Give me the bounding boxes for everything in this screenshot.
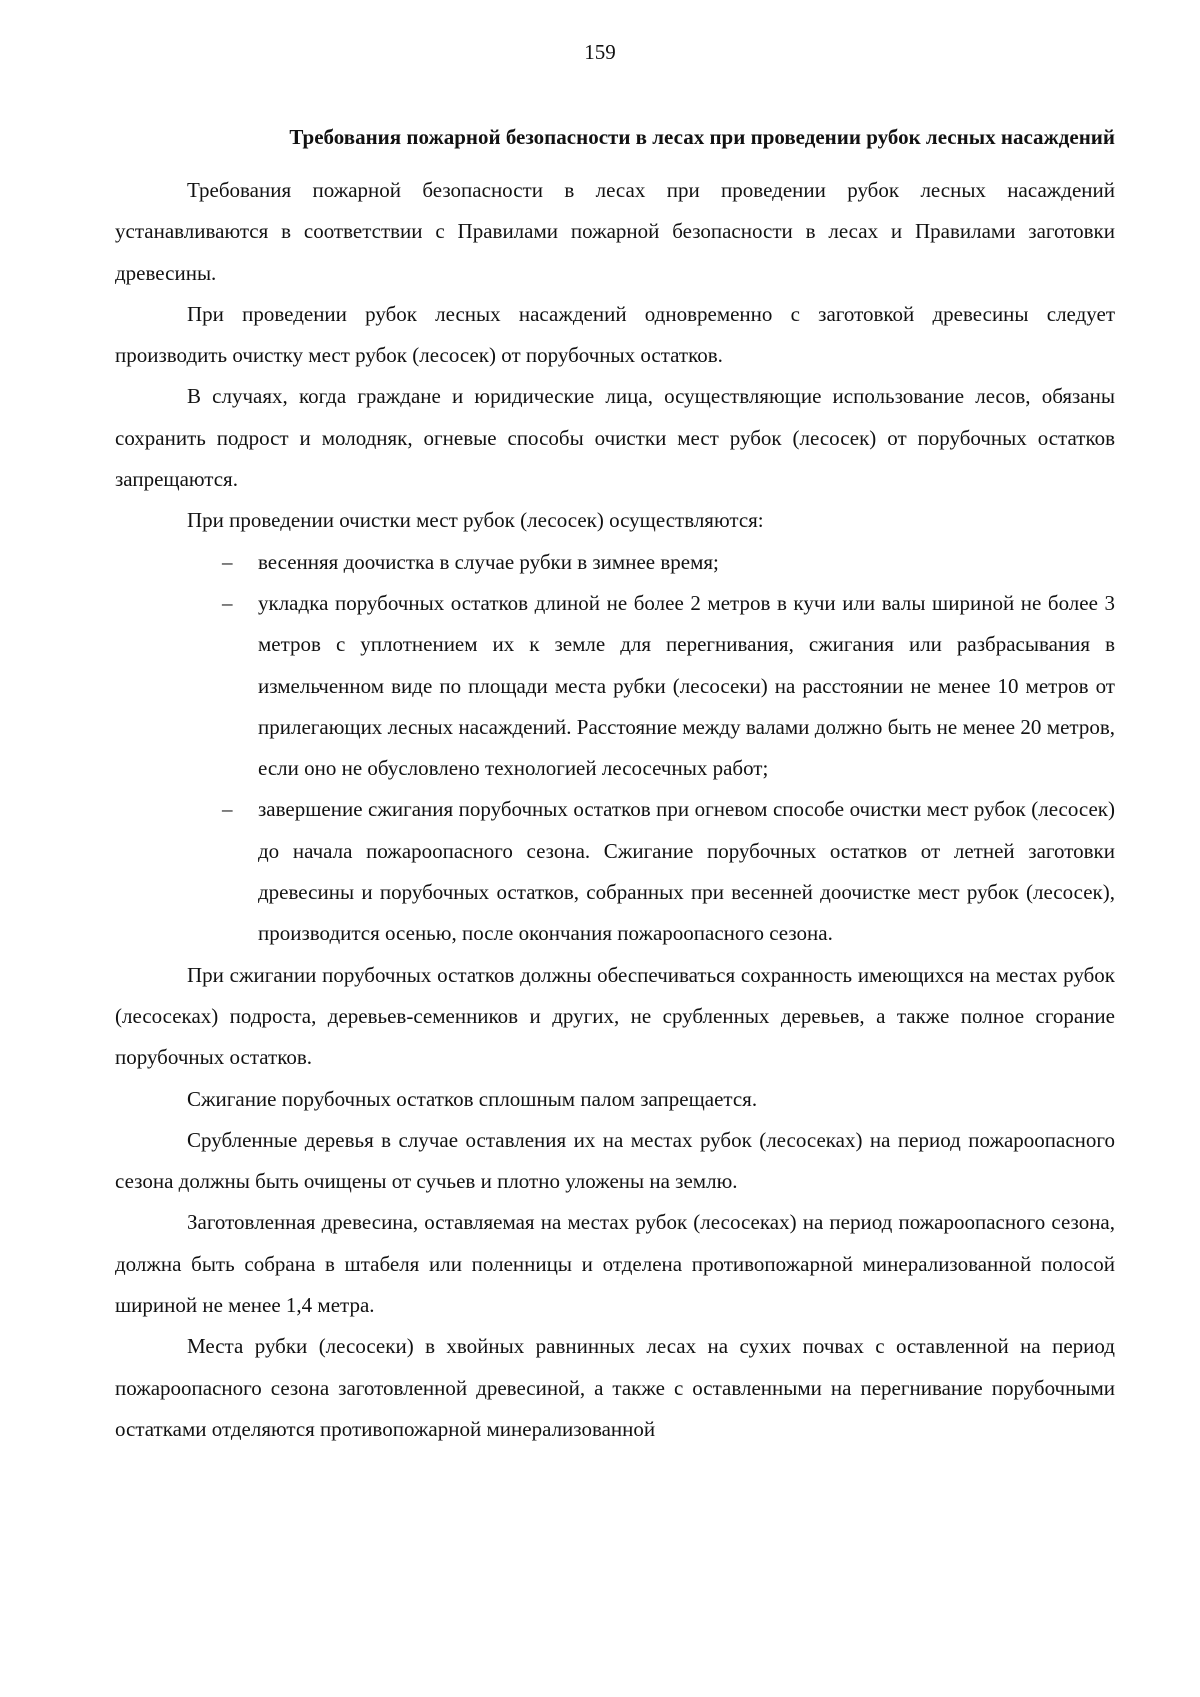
- list-item: [115, 789, 1115, 954]
- section-heading: Требования пожарной безопасности в лесах при проведении рубок лесных насаждений: [289, 125, 1115, 149]
- paragraph: При сжигании порубочных остатков должны обеспечиваться сохранность имеющихся на местах рубок (лесосеках) подроста, деревьев-семенников и других, не срубленных деревьев, а также полное сгорание порубочных остатков.: [115, 962, 1115, 1070]
- paragraph: Места рубки (лесосеки) в хвойных равнинных лесах на сухих почвах с оставленной на период пожароопасного сезона заготовленной древесиной, а также с оставленными на перегнивание порубочными остатками отделяются противопожарной минерализованной: [115, 1334, 1115, 1441]
- list-item: [115, 542, 1115, 583]
- page-number: 159: [584, 40, 616, 64]
- paragraph: При проведении рубок лесных насаждений одновременно с заготовкой древесины следует производить очистку мест рубок (лесосек) от порубочных остатков.: [115, 301, 1115, 368]
- paragraph: Требования пожарной безопасности в лесах при проведении рубок лесных насаждений устанавливаются в соответствии с Правилами пожарной безопасности в лесах и Правилами заготовки древесины.: [115, 178, 1115, 285]
- list-item-text: весенняя доочистка в случае рубки в зимнее время;: [258, 549, 719, 574]
- document-body: [115, 122, 1115, 1450]
- paragraph: Заготовленная древесина, оставляемая на местах рубок (лесосеках) на период пожароопасного сезона, должна быть собрана в штабеля или поленницы и отделена противопожарной минерализованной полосой шириной не менее 1,4 метра.: [115, 1210, 1115, 1318]
- paragraph: Сжигание порубочных остатков сплошным палом запрещается.: [187, 1086, 758, 1111]
- dash-bullet-icon: –: [222, 797, 233, 822]
- paragraph: Срубленные деревья в случае оставления их на местах рубок (лесосеках) на период пожароопасного сезона должны быть очищены от сучьев и плотно уложены на землю.: [115, 1127, 1115, 1194]
- list-item: [115, 583, 1115, 789]
- dash-list: [115, 542, 1115, 955]
- list-item-text: укладка порубочных остатков длиной не более 2 метров в кучи или валы шириной не более 3 метров с уплотнением их к земле для перегнивания, сжигания или разбрасывания в измельченном виде по площади места рубки (лесосеки) на расстоянии не менее 10 метров от прилегающих лесных насаждений. Расстояние между валами должно быть не менее 20 метров, если оно не обусловлено технологией лесосечных работ;: [258, 590, 1115, 781]
- paragraph: При проведении очистки мест рубок (лесосек) осуществляются:: [187, 508, 764, 533]
- dash-bullet-icon: –: [222, 549, 233, 574]
- list-item-text: завершение сжигания порубочных остатков при огневом способе очистки мест рубок (лесосек) до начала пожароопасного сезона. Сжигание порубочных остатков от летней заготовки древесины и порубочных остатков, собранных при весенней доочистке мест рубок (лесосек), производится осенью, после окончания пожароопасного сезона.: [258, 797, 1115, 946]
- paragraph: В случаях, когда граждане и юридические лица, осуществляющие использование лесов, обязаны сохранить подрост и молодняк, огневые способы очистки мест рубок (лесосек) от порубочных остатков запрещаются.: [115, 384, 1115, 492]
- dash-bullet-icon: –: [222, 590, 233, 615]
